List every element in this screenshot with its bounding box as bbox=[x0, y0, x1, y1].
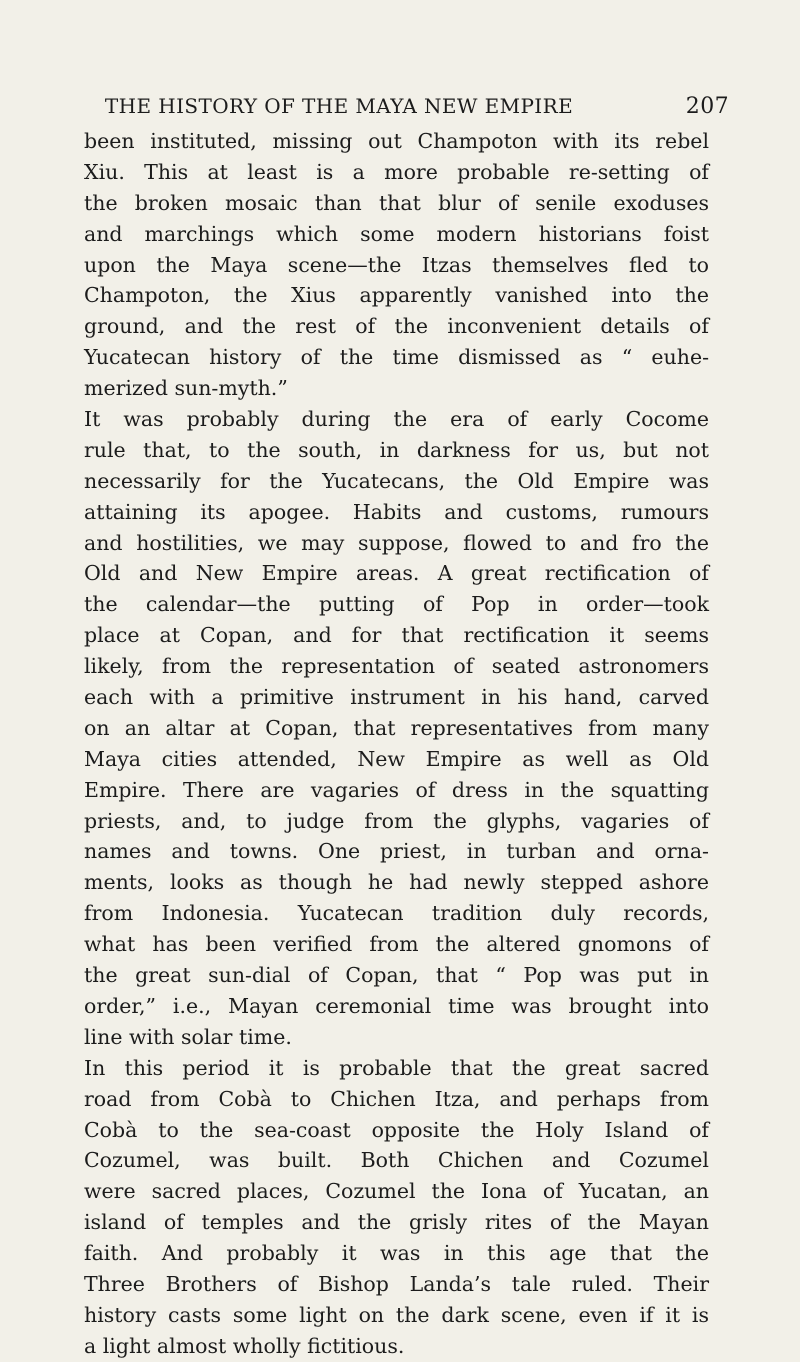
text-line: the great sun-dial of Copan, that “ Pop was put in bbox=[84, 963, 709, 988]
text-line: history casts some light on the dark scene, even if it is bbox=[84, 1302, 709, 1327]
text-line: road from Cobà to Chichen Itza, and perhaps from bbox=[84, 1086, 709, 1111]
text-line: were sacred places, Cozumel the Iona of Yucatan, an bbox=[84, 1179, 709, 1204]
text-line: been instituted, missing out Champoton with its rebel bbox=[84, 129, 709, 153]
text-line: attaining its apogee. Habits and customs, rumours bbox=[84, 499, 709, 524]
page-number: 207 bbox=[685, 94, 729, 119]
text-line: Maya cities attended, New Empire as well as Old bbox=[84, 746, 709, 771]
running-header bbox=[104, 86, 729, 126]
text-line: Cobà to the sea-coast opposite the Holy Island of bbox=[84, 1117, 709, 1142]
paragraph-1 bbox=[84, 126, 709, 404]
text-line: line with solar time. bbox=[84, 1024, 292, 1049]
text-line: island of temples and the grisly rites of the Mayan bbox=[84, 1210, 709, 1235]
text-line: on an altar at Copan, that representatives from many bbox=[84, 715, 709, 740]
text-line: It was probably during the era of early Cocome bbox=[84, 407, 709, 432]
text-line: place at Copan, and for that rectification it seems bbox=[84, 623, 709, 648]
text-line: ground, and the rest of the inconvenient details of bbox=[84, 314, 709, 339]
text-line: and marchings which some modern historians foist bbox=[84, 221, 709, 246]
text-line: order,” i.e., Mayan ceremonial time was brought into bbox=[84, 993, 709, 1018]
text-line: Xiu. This at least is a more probable re-setting of bbox=[84, 159, 709, 184]
text-line: Yucatecan history of the time dismissed as “ euhe- bbox=[84, 345, 709, 370]
paragraph-3 bbox=[84, 1053, 709, 1362]
text-line: priests, and, to judge from the glyphs, vagaries of bbox=[84, 808, 709, 833]
text-line: Champoton, the Xius apparently vanished into the bbox=[84, 283, 709, 308]
text-line: Empire. There are vagaries of dress in the squatting bbox=[84, 777, 709, 802]
text-line: what has been verified from the altered gnomons of bbox=[84, 932, 709, 957]
text-line: upon the Maya scene—the Itzas themselves fled to bbox=[84, 252, 709, 277]
text-line: and hostilities, we may suppose, flowed to and fro the bbox=[84, 530, 709, 555]
body-text bbox=[84, 126, 709, 1362]
text-line: ments, looks as though he had newly stepped ashore bbox=[84, 870, 709, 895]
text-line: the broken mosaic than that blur of senile exoduses bbox=[84, 190, 709, 215]
book-page bbox=[84, 86, 729, 1362]
text-line: merized sun-myth.” bbox=[84, 376, 288, 401]
text-line: from Indonesia. Yucatecan tradition duly records, bbox=[84, 901, 709, 926]
text-line: a light almost wholly fictitious. bbox=[84, 1333, 405, 1358]
text-line: likely, from the representation of seated astronomers bbox=[84, 654, 709, 679]
text-line: Cozumel, was built. Both Chichen and Cozumel bbox=[84, 1148, 709, 1173]
text-line: necessarily for the Yucatecans, the Old Empire was bbox=[84, 468, 709, 493]
running-title: THE HISTORY OF THE MAYA NEW EMPIRE bbox=[104, 94, 574, 118]
text-line: each with a primitive instrument in his hand, carved bbox=[84, 685, 709, 710]
text-line: Old and New Empire areas. A great rectification of bbox=[84, 561, 709, 586]
text-line: rule that, to the south, in darkness for us, but not bbox=[84, 437, 709, 462]
text-line: faith. And probably it was in this age that the bbox=[84, 1241, 709, 1266]
text-line: In this period it is probable that the great sacred bbox=[84, 1055, 709, 1080]
text-line: Three Brothers of Bishop Landa’s tale ruled. Their bbox=[84, 1271, 709, 1296]
text-line: the calendar—the putting of Pop in order—took bbox=[84, 592, 709, 617]
paragraph-2 bbox=[84, 404, 709, 1053]
text-line: names and towns. One priest, in turban and orna- bbox=[84, 839, 709, 864]
